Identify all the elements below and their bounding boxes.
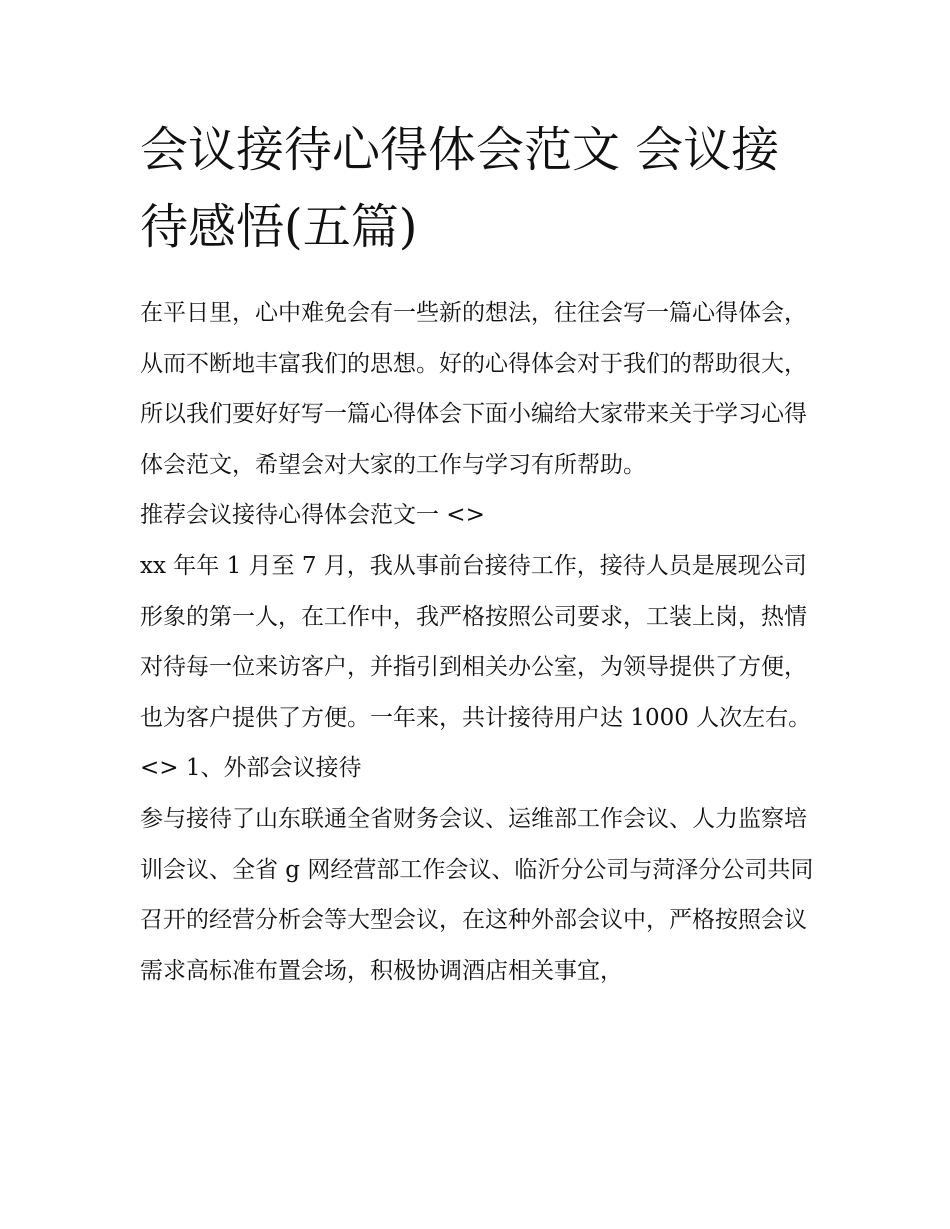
document-body [140, 112, 820, 996]
external-meetings-paragraph: 参与接待了山东联通全省财务会议、运维部工作会议、人力监察培训会议、全省 g 网经营部工作会议、临沂分公司与菏泽分公司共同召开的经营分析会等大型会议，在这种外部会议中，严格按照会议需求高标准布置会场，积极协调酒店相关事宜， [140, 805, 814, 984]
intro-paragraph: 在平日里，心中难免会有一些新的想法，往往会写一篇心得体会，从而不断地丰富我们的思想。好的心得体会对于我们的帮助很大，所以我们要好好写一篇心得体会下面小编给大家带来关于学习心得体会范文，希望会对大家的工作与学习有所帮助。 [140, 300, 807, 478]
document-title: 会议接待心得体会范文 会议接待感悟(五篇) [140, 122, 780, 255]
subsection-heading-external-meetings: <> 1、外部会议接待 [140, 755, 362, 782]
section-heading-recommend: 推荐会议接待心得体会范文一 <> [140, 502, 485, 529]
work-summary-paragraph: xx 年年 1 月至 7 月，我从事前台接待工作，接待人员是展现公司形象的第一人，在工作中，我严格按照公司要求，工装上岗，热情对待每一位来访客户，并指引到相关办公室，为领导提供了方便，也为客户提供了方便。一年来，共计接待用户达 1000 人次左右。 [140, 552, 812, 731]
title-spacing [140, 266, 820, 288]
